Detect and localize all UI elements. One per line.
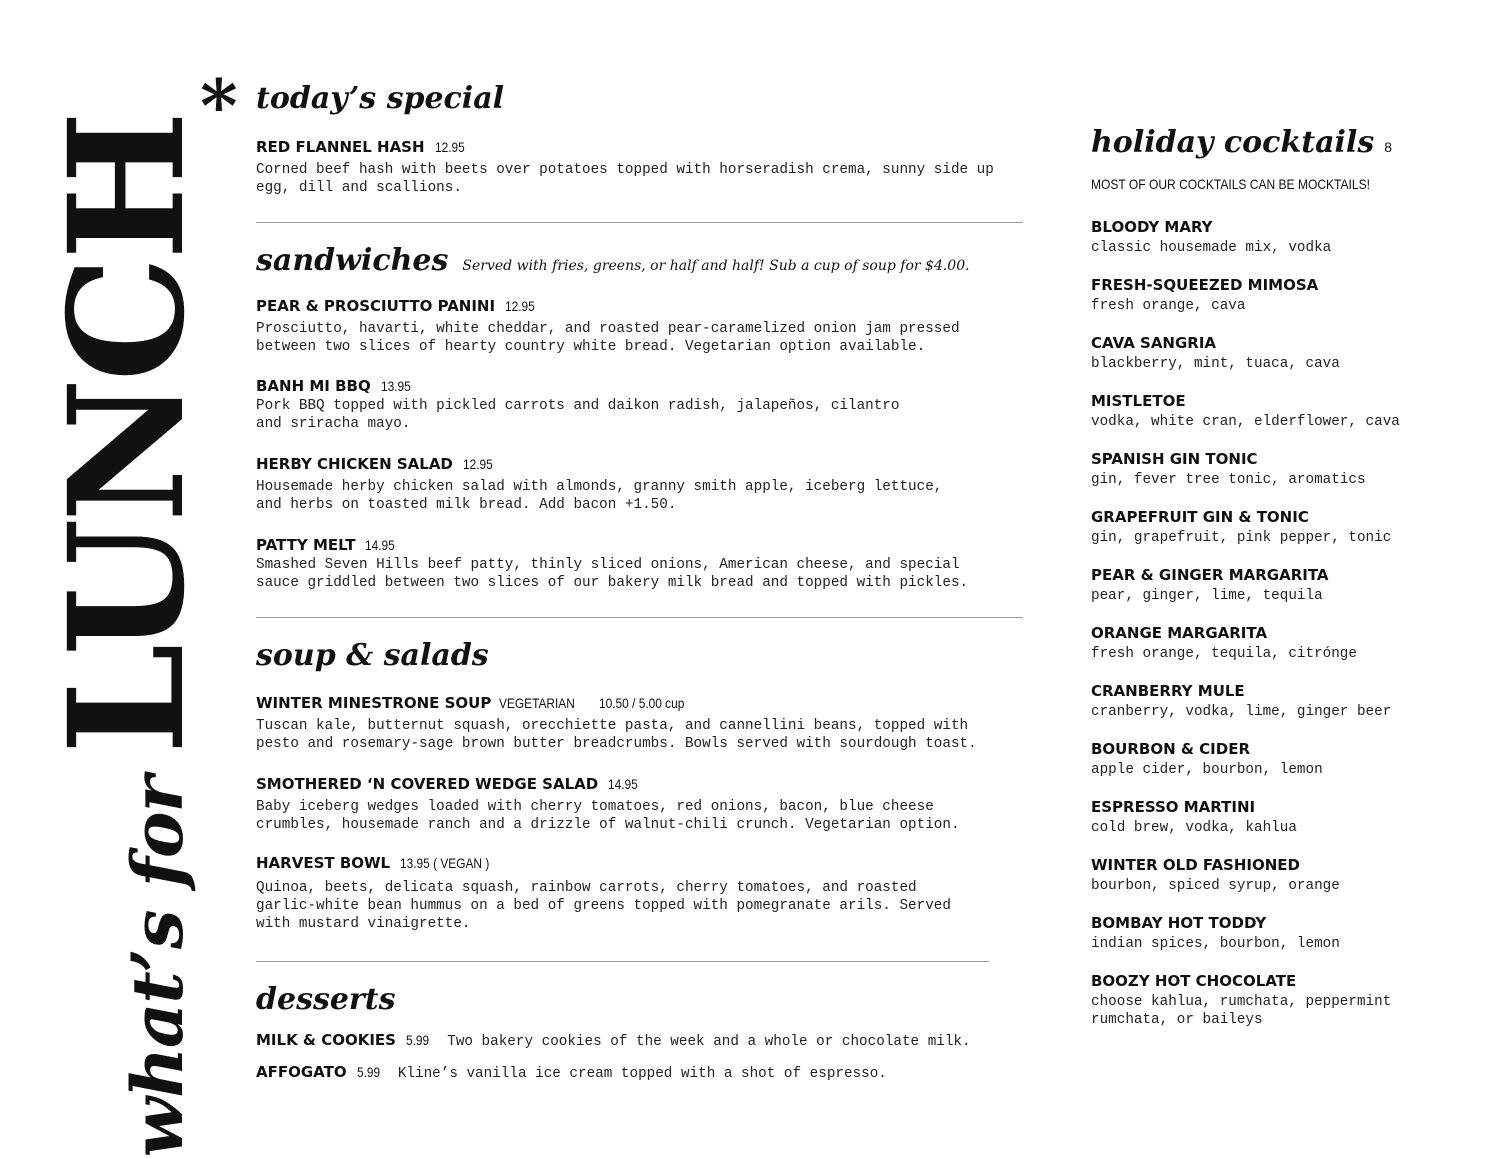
cocktail-item <box>1091 452 1491 489</box>
item-name: HARVEST BOWL <box>256 854 391 872</box>
side-title-lunch: LUNCH <box>35 114 220 755</box>
item-price: 13.95 <box>380 378 411 394</box>
cocktail-item <box>1091 742 1491 779</box>
special-heading: today’s special <box>256 81 505 116</box>
item-price: 14.95 <box>365 537 396 553</box>
side-title-whats-for: what’s for <box>116 776 199 1158</box>
cocktail-name: ESPRESSO MARTINI <box>1091 798 1256 816</box>
item-description: Quinoa, beets, delicata squash, rainbow carrots, cherry tomatoes, and roasted garlic-white bean hummus on a bed of greens topped with pomegranate arils. Served with mustard vinaigrette. <box>256 880 951 932</box>
dessert-item <box>256 1032 971 1050</box>
cocktail-item <box>1091 220 1491 257</box>
cocktails-note: MOST OF OUR COCKTAILS CAN BE MOCKTAILS! <box>1091 176 1370 192</box>
divider <box>256 961 989 962</box>
cocktail-name: BLOODY MARY <box>1091 218 1213 236</box>
menu-item <box>256 777 1046 834</box>
cocktail-item <box>1091 394 1491 431</box>
cocktail-item <box>1091 510 1491 547</box>
cocktail-name: PEAR & GINGER MARGARITA <box>1091 566 1329 584</box>
cocktail-description: cranberry, vodka, lime, ginger beer <box>1091 704 1392 720</box>
item-description: Baby iceberg wedges loaded with cherry tomatoes, red onions, bacon, blue cheese crumbles, housemade ranch and a drizzle of walnut-chili crunch. Vegetarian option. <box>256 799 960 833</box>
menu-item <box>256 379 1046 433</box>
item-name: HERBY CHICKEN SALAD <box>256 455 453 473</box>
item-price: 12.95 <box>434 139 465 155</box>
cocktail-description: vodka, white cran, elderflower, cava <box>1091 414 1400 430</box>
cocktail-item <box>1091 278 1491 315</box>
cocktail-description: blackberry, mint, tuaca, cava <box>1091 356 1340 372</box>
item-description: Pork BBQ topped with pickled carrots and daikon radish, jalapeños, cilantro and sriracha mayo. <box>256 398 900 432</box>
divider <box>256 222 1023 223</box>
item-name: AFFOGATO <box>256 1063 347 1081</box>
item-description: Corned beef hash with beets over potatoes topped with horseradish crema, sunny side up egg, dill and scallions. <box>256 162 994 196</box>
cocktail-description: gin, grapefruit, pink pepper, tonic <box>1091 530 1392 546</box>
cocktail-name: CRANBERRY MULE <box>1091 682 1245 700</box>
cocktail-description: fresh orange, cava <box>1091 298 1246 314</box>
cocktail-name: BOOZY HOT CHOCOLATE <box>1091 972 1297 990</box>
cocktail-description: apple cider, bourbon, lemon <box>1091 762 1323 778</box>
side-title <box>35 114 220 1158</box>
item-price: 13.95 ( VEGAN ) <box>400 855 490 871</box>
cocktail-item <box>1091 974 1491 1029</box>
cocktail-description: bourbon, spiced syrup, orange <box>1091 878 1340 894</box>
item-name: SMOTHERED ‘N COVERED WEDGE SALAD <box>256 775 599 793</box>
item-name: WINTER MINESTRONE SOUP <box>256 694 492 712</box>
asterisk-icon: * <box>200 63 238 148</box>
cocktail-name: GRAPEFRUIT GIN & TONIC <box>1091 508 1309 526</box>
cocktail-item <box>1091 336 1491 373</box>
cocktail-name: BOMBAY HOT TODDY <box>1091 914 1267 932</box>
item-name: RED FLANNEL HASH <box>256 138 425 156</box>
item-description: Two bakery cookies of the week and a whole or chocolate milk. <box>447 1034 971 1050</box>
cocktail-item <box>1091 626 1491 663</box>
cocktail-name: CAVA SANGRIA <box>1091 334 1217 352</box>
cocktail-name: MISTLETOE <box>1091 392 1186 410</box>
item-price: 12.95 <box>462 456 493 472</box>
sandwiches-note: Served with fries, greens, or half and half! Sub a cup of soup for $4.00. <box>462 258 970 274</box>
menu-item <box>256 457 1046 514</box>
item-description: Housemade herby chicken salad with almonds, granny smith apple, iceberg lettuce, and herbs on toasted milk bread. Add bacon +1.50. <box>256 479 943 513</box>
cocktail-item <box>1091 800 1491 837</box>
cocktail-item <box>1091 684 1491 721</box>
item-price: 5.99 <box>356 1064 380 1080</box>
item-description: Tuscan kale, butternut squash, orecchiette pasta, and cannellini beans, topped with pesto and rosemary-sage brown butter breadcrumbs. Bowls served with sourdough toast. <box>256 718 977 752</box>
cocktails-price: 8 <box>1384 139 1393 155</box>
item-name: BANH MI BBQ <box>256 377 371 395</box>
cocktail-name: BOURBON & CIDER <box>1091 740 1251 758</box>
cocktail-name: ORANGE MARGARITA <box>1091 624 1268 642</box>
cocktail-item <box>1091 858 1491 895</box>
cocktail-name: WINTER OLD FASHIONED <box>1091 856 1300 874</box>
item-description: Kline’s vanilla ice cream topped with a shot of espresso. <box>397 1066 887 1082</box>
cocktail-item <box>1091 568 1491 605</box>
dessert-item <box>256 1064 887 1082</box>
item-name: PATTY MELT <box>256 536 356 554</box>
cocktail-description: cold brew, vodka, kahlua <box>1091 820 1297 836</box>
cocktails-heading <box>1091 125 1393 160</box>
divider <box>256 617 1023 618</box>
item-name: PEAR & PROSCIUTTO PANINI <box>256 297 496 315</box>
cocktail-description: pear, ginger, lime, tequila <box>1091 588 1323 604</box>
menu-item <box>256 538 1046 592</box>
cocktail-description: gin, fever tree tonic, aromatics <box>1091 472 1366 488</box>
desserts-heading: desserts <box>256 982 396 1017</box>
item-description: Prosciutto, havarti, white cheddar, and roasted pear-caramelized onion jam pressed between two slices of hearty country white bread. Vegetarian option available. <box>256 321 960 355</box>
sandwiches-heading <box>256 243 970 278</box>
cocktail-description: fresh orange, tequila, citrónge <box>1091 646 1357 662</box>
cocktails-title: holiday cocktails <box>1091 125 1375 160</box>
item-price: 10.50 / 5.00 cup <box>598 695 684 711</box>
soups-heading: soup & salads <box>256 638 489 673</box>
item-price: 12.95 <box>505 298 535 314</box>
item-tag: VEGETARIAN <box>499 695 576 711</box>
cocktail-description: classic housemade mix, vodka <box>1091 240 1332 256</box>
menu-item <box>256 696 1046 753</box>
item-description: Smashed Seven Hills beef patty, thinly sliced onions, American cheese, and special sauce griddled between two slices of our bakery milk bread and topped with pickles. <box>256 557 969 591</box>
cocktail-item <box>1091 916 1491 953</box>
sandwiches-title: sandwiches <box>256 243 449 278</box>
menu-item <box>256 856 1046 933</box>
menu-item <box>256 140 1046 197</box>
cocktail-description: choose kahlua, rumchata, peppermint rumchata, or baileys <box>1091 994 1392 1028</box>
item-price: 5.99 <box>405 1032 430 1048</box>
cocktail-description: indian spices, bourbon, lemon <box>1091 936 1340 952</box>
cocktail-name: SPANISH GIN TONIC <box>1091 450 1258 468</box>
cocktail-name: FRESH-SQUEEZED MIMOSA <box>1091 276 1319 294</box>
menu-item <box>256 299 1046 356</box>
item-name: MILK & COOKIES <box>256 1031 396 1049</box>
item-price: 14.95 <box>608 776 638 792</box>
